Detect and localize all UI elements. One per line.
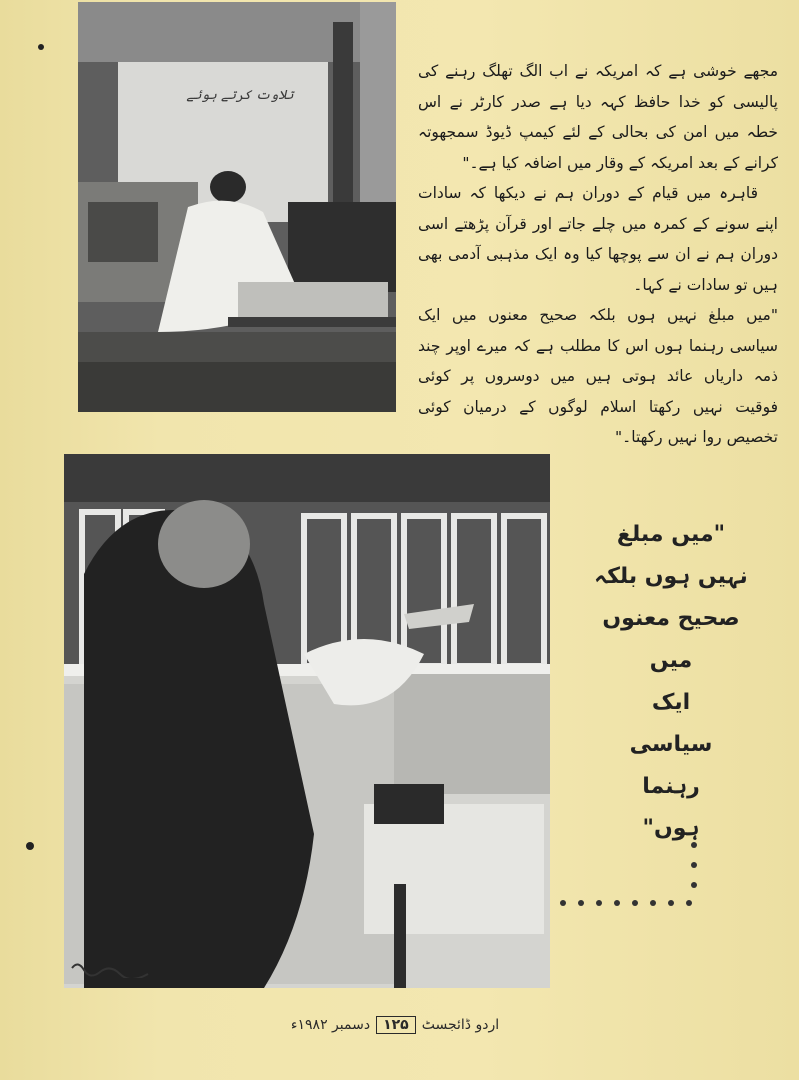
article-paragraph: قاہرہ میں قیام کے دوران ہم نے دیکھا کہ سادات اپنے سونے کے کمرہ میں چلے جاتے اور قرآن پڑھتے اسی دوران ہم نے ان سے پوچھا کیا وہ ایک مذہبی آدمی بھی ہیں تو سادات نے کہا۔ bbox=[418, 184, 778, 294]
article-paragraph: "میں مبلغ نہیں ہوں بلکہ صحیح معنوں میں ایک سیاسی رہنما ہوں اس کا مطلب ہے کہ میرے اوپر چند ذمہ داریاں عائد ہوتی ہیں میں دوسروں پر کوئی فوقیت نہیں رکھتا اسلام لوگوں کے درمیان کوئی تخصیص روا نہیں رکھتا۔" bbox=[418, 306, 778, 446]
binder-mark bbox=[38, 44, 44, 50]
photo-bottom-image bbox=[64, 454, 550, 988]
binder-mark bbox=[26, 842, 34, 850]
decorative-dots-vertical bbox=[690, 842, 698, 892]
pull-quote-line: ایک bbox=[651, 690, 691, 715]
page-footer bbox=[280, 1010, 510, 1040]
pull-quote-line: ہوں" bbox=[642, 816, 700, 841]
pull-quote-line: "میں مبلغ bbox=[616, 522, 726, 547]
photo-top-image bbox=[78, 2, 396, 412]
footer-publication: اردو ڈائجسٹ bbox=[421, 1017, 500, 1033]
photo-seated-reading bbox=[64, 454, 550, 988]
photo-reading-quran bbox=[78, 2, 396, 412]
decorative-dots-horizontal bbox=[560, 898, 700, 908]
page-number: ۱۲۵ bbox=[376, 1016, 416, 1034]
pull-quote-line: صحیح معنوں bbox=[602, 606, 740, 631]
pull-quote-line: سیاسی bbox=[629, 732, 713, 757]
ink-squiggle bbox=[70, 958, 150, 978]
footer-date: دسمبر ۱۹۸۲ء bbox=[290, 1017, 371, 1033]
pull-quote-line: میں bbox=[649, 648, 693, 673]
photo-top-caption: تلاوت کرتے ہوئے bbox=[186, 88, 294, 103]
pull-quote-line: نہیں ہوں بلکہ bbox=[594, 564, 748, 589]
pull-quote-line: رہنما bbox=[642, 774, 700, 799]
pull-quote bbox=[566, 514, 776, 850]
article-body bbox=[418, 56, 778, 446]
article-paragraph: مجھے خوشی ہے کہ امریکہ نے اب الگ تھلگ رہنے کی پالیسی کو خدا حافظ کہہ دیا ہے صدر کارٹر نے اس خطہ میں امن کی بحالی کے لئے کیمپ ڈیوڈ سمجھوتہ کرانے کے بعد امریکہ کے وقار میں اضافہ کیا ہے۔" bbox=[418, 62, 778, 172]
